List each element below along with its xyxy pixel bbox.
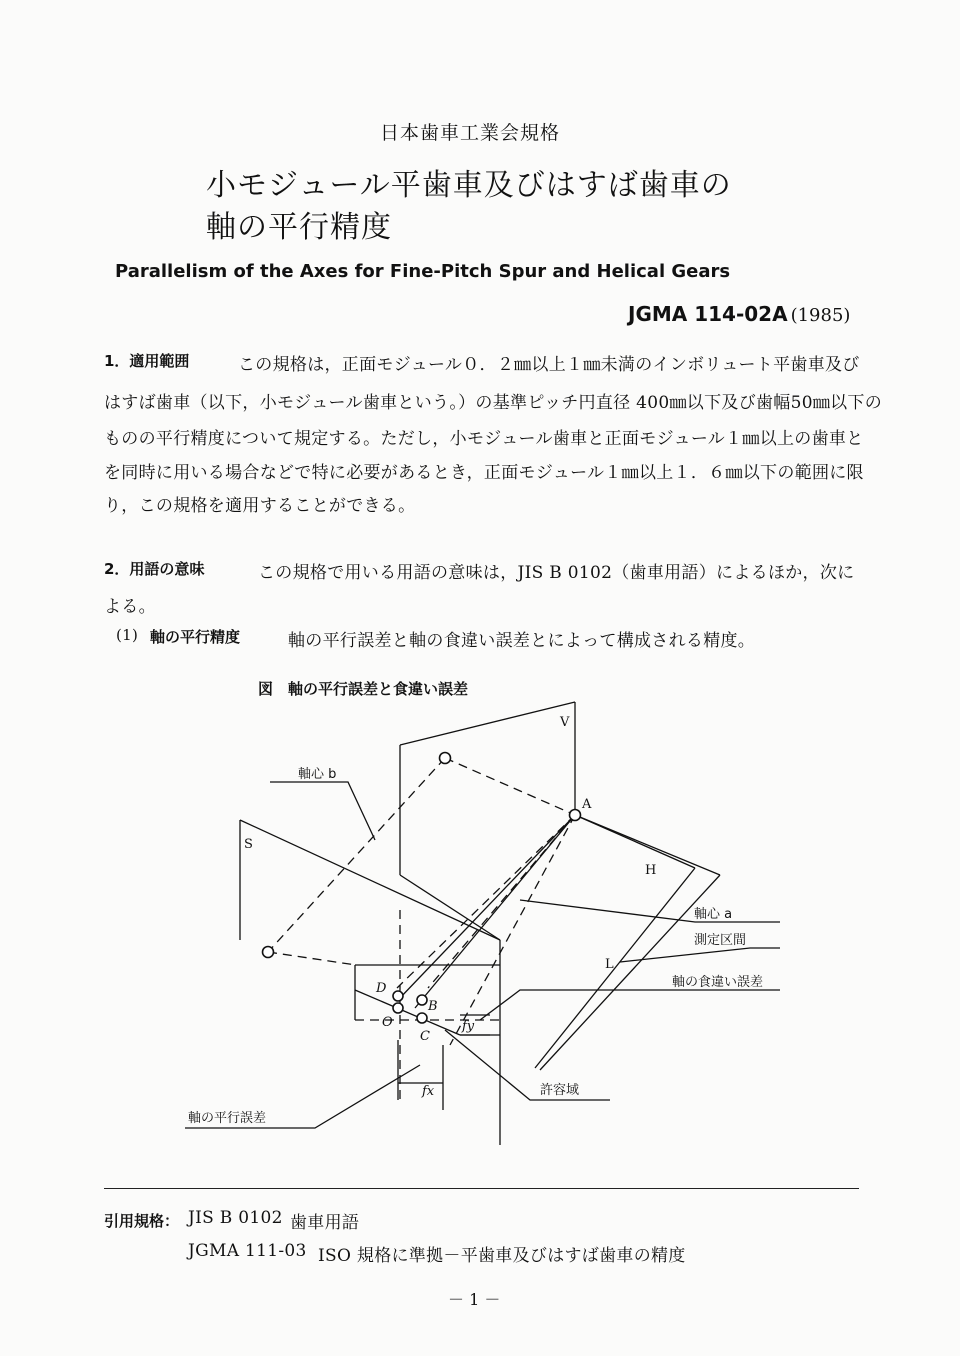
label-fy: fy xyxy=(462,1019,475,1034)
organization-name: 日本歯車工業会規格 xyxy=(380,122,561,144)
label-axis-b: 軸心 b xyxy=(298,767,337,782)
point-b-marker xyxy=(417,995,427,1005)
label-b: B xyxy=(428,999,438,1014)
label-tolerance-zone: 許容域 xyxy=(540,1083,580,1098)
axis-b-projection xyxy=(268,952,356,965)
term-item-name: 軸の平行精度 xyxy=(150,628,241,646)
english-title: Parallelism of the Axes for Fine-Pitch Spur and Helical Gears xyxy=(115,261,731,282)
section1-line: この規格は，正面モジュール０．２㎜以上１㎜未満のインボリュート平歯車及び xyxy=(238,355,860,375)
reference-code: JGMA 111-03 xyxy=(188,1241,307,1261)
term-item-number: (1) xyxy=(116,626,139,644)
leader-axis-a xyxy=(520,900,780,922)
figure-caption: 図 軸の平行誤差と食違い誤差 xyxy=(258,680,469,698)
standard-year: (1985) xyxy=(790,305,851,326)
plane-v-edge xyxy=(400,702,575,745)
section2-heading: 2．用語の意味 xyxy=(104,560,205,578)
dimension-line-h xyxy=(575,815,695,868)
label-axis-a: 軸心 a xyxy=(694,907,733,922)
references-divider xyxy=(104,1188,859,1189)
label-v: V xyxy=(560,715,570,730)
references-label: 引用規格： xyxy=(104,1212,180,1230)
point-o-marker xyxy=(393,1003,403,1013)
axis-b-end-marker xyxy=(263,947,274,958)
section1-line: り，この規格を適用することができる。 xyxy=(104,496,416,516)
leader-offset-error xyxy=(480,990,780,1020)
axis-parallelism-diagram xyxy=(160,690,800,1160)
tolerance-box-edge xyxy=(355,990,460,1035)
dimension-line-l xyxy=(535,868,695,1068)
axis-a-ray xyxy=(450,815,575,1045)
label-c: C xyxy=(420,1029,430,1044)
section1-heading: 1．適用範囲 xyxy=(104,352,190,370)
document-title-line2: 軸の平行精度 xyxy=(206,210,392,245)
reference-code: JIS B 0102 xyxy=(188,1208,283,1228)
axis-b-end-marker xyxy=(440,753,451,764)
point-d-marker xyxy=(393,991,403,1001)
label-o: O xyxy=(382,1015,393,1030)
leader-axis-b xyxy=(270,782,375,840)
axis-b-projection xyxy=(445,758,575,815)
label-fx: fx xyxy=(422,1084,435,1099)
reference-title: 歯車用語 xyxy=(290,1213,360,1233)
axis-b-line xyxy=(268,758,445,952)
axis-a-ray xyxy=(398,815,575,1000)
document-title-line1: 小モジュール平歯車及びはすば歯車の xyxy=(206,168,732,203)
point-a-marker xyxy=(570,810,581,821)
leader-tolerance-zone xyxy=(445,1030,610,1100)
label-a: A xyxy=(582,797,592,812)
label-offset-error: 軸の食違い誤差 xyxy=(672,975,764,990)
label-h: H xyxy=(645,863,657,878)
term-item-definition: 軸の平行誤差と軸の食違い誤差とによって構成される精度。 xyxy=(288,631,756,651)
standard-number: JGMA 114-02A xyxy=(628,302,788,326)
axis-a-ray xyxy=(397,815,575,988)
point-c-marker xyxy=(417,1013,427,1023)
leader-measure-span xyxy=(620,948,780,962)
section1-line: はすば歯車（以下，小モジュール歯車という。）の基準ピッチ円直径 400㎜以下及び歯幅50㎜以下の xyxy=(104,393,883,413)
label-s: S xyxy=(244,837,253,852)
standard-number-block xyxy=(628,302,850,326)
dimension-line-l xyxy=(540,875,720,1070)
section1-line: を同時に用いる場合などで特に必要があるとき，正面モジュール１㎜以上１．６㎜以下の範囲に限 xyxy=(104,463,864,483)
section2-line: よる。 xyxy=(104,597,156,617)
label-measure-span: 測定区間 xyxy=(694,933,747,948)
section2-line: この規格で用いる用語の意味は，JIS B 0102（歯車用語）によるほか，次に xyxy=(258,563,855,583)
reference-title: ISO 規格に準拠－平歯車及びはすば歯車の精度 xyxy=(318,1246,686,1266)
plane-s-edge xyxy=(400,875,500,940)
page-number: － 1 － xyxy=(448,1290,501,1309)
plane-s-edge xyxy=(240,820,500,940)
label-l: L xyxy=(605,957,614,972)
label-parallel-error: 軸の平行誤差 xyxy=(188,1111,267,1126)
label-d: D xyxy=(376,981,387,996)
section1-line: ものの平行精度について規定する。ただし，小モジュール歯車と正面モジュール１㎜以上の歯車と xyxy=(104,429,864,449)
